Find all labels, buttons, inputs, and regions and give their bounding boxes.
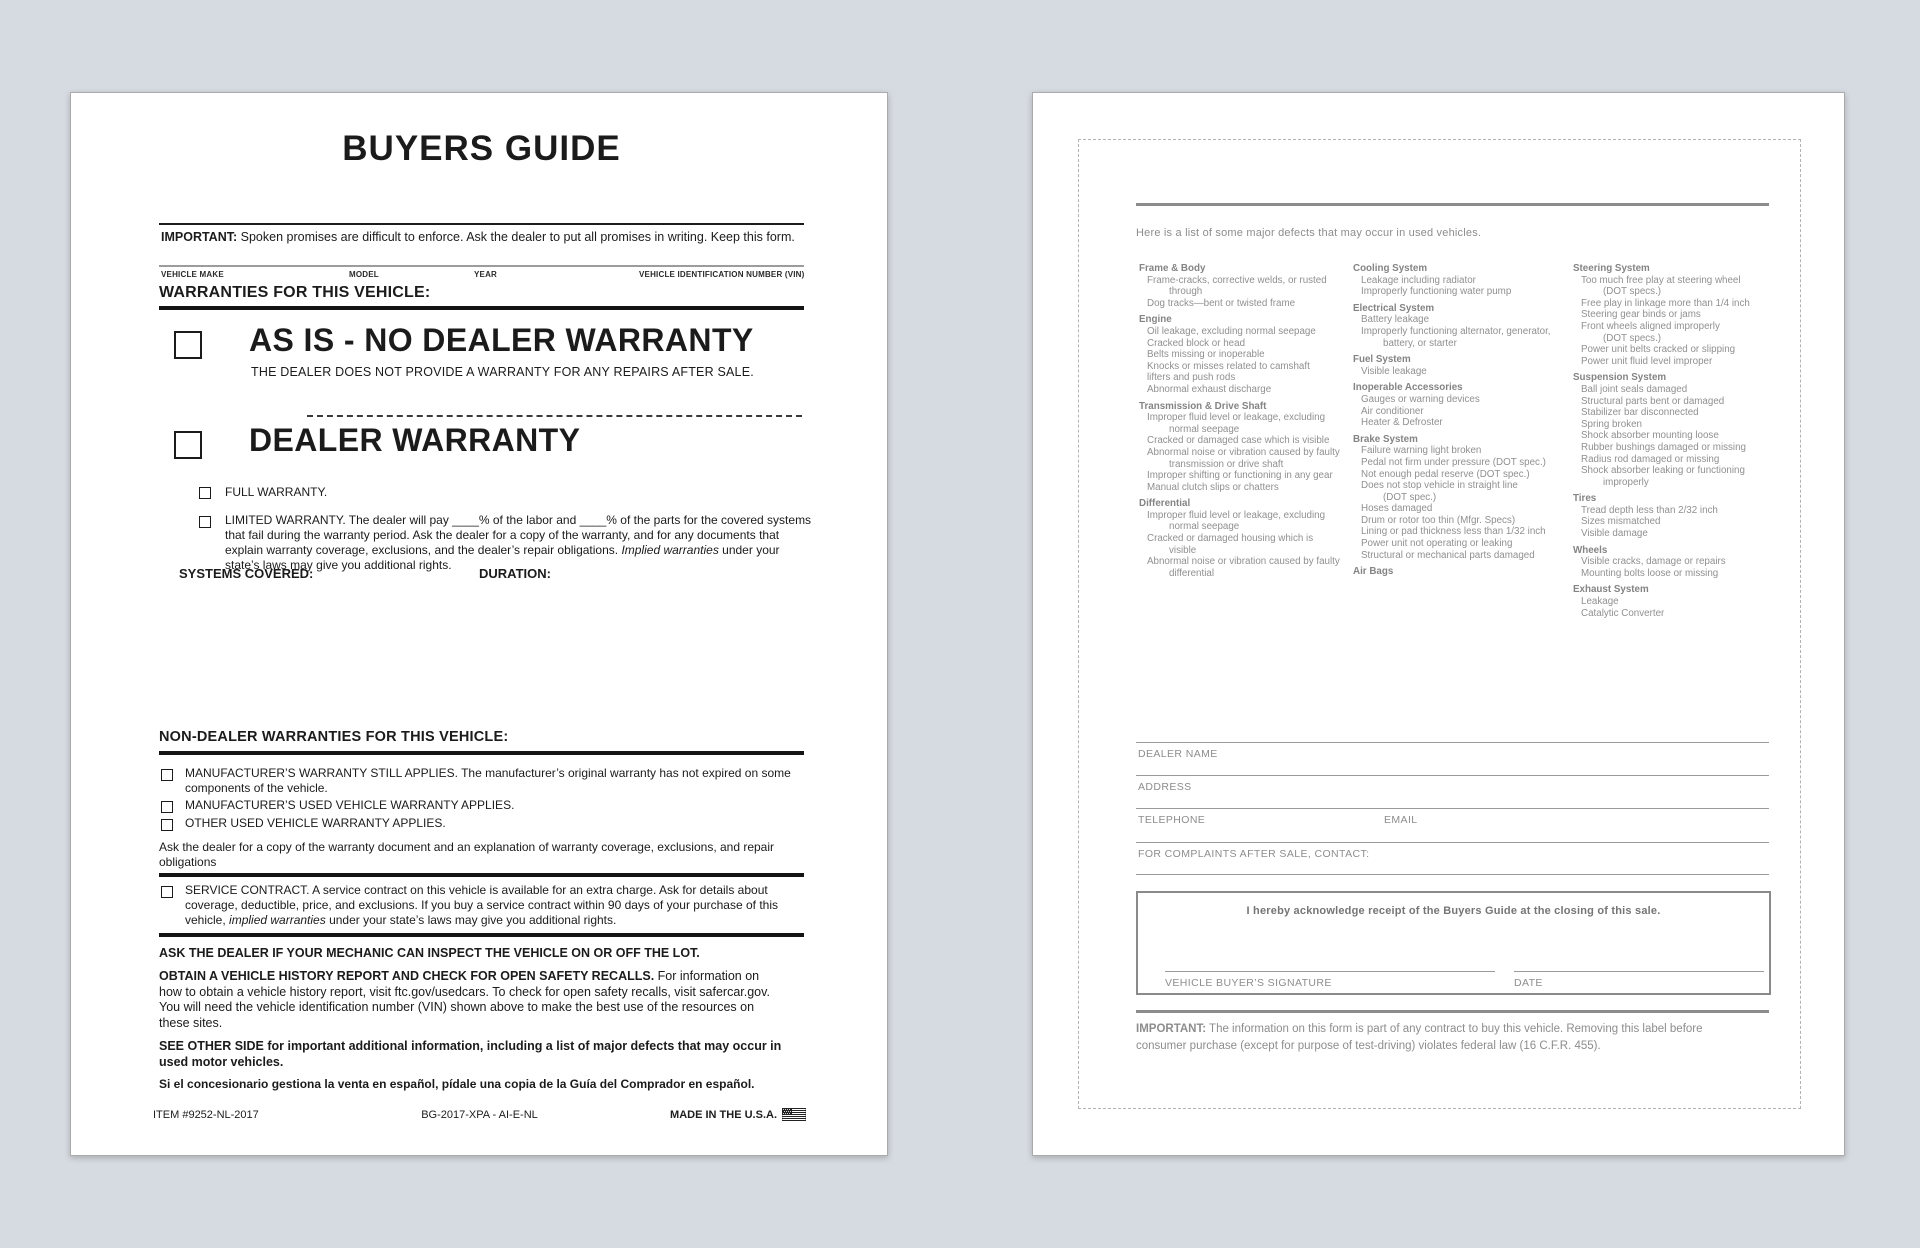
- defect-line: Pedal not firm under pressure (DOT spec.): [1361, 456, 1546, 468]
- defect-line: Abnormal noise or vibration caused by faulty: [1147, 556, 1340, 568]
- defect-section-title: Tires: [1573, 493, 1597, 505]
- defect-line: Drum or rotor too thin (Mfgr. Specs): [1361, 514, 1516, 526]
- defect-line: Oil leakage, excluding normal seepage: [1147, 325, 1316, 337]
- defect-line: Ball joint seals damaged: [1581, 383, 1688, 395]
- defect-line: Cracked or damaged case which is visible: [1147, 435, 1330, 447]
- limited-warranty-text: LIMITED WARRANTY. The dealer will pay ____% of the labor and ____% of the parts for the covered systems that fail during the warranty period. Ask the dealer for a copy of the warranty, and for any documents that explain warranty coverage, exclusions, and the dealer’s repair obligations. Implied warranties under your state’s laws may give you additional rights.: [225, 513, 812, 572]
- defects-column-1: [1139, 263, 1351, 579]
- dealer-warranty-checkbox[interactable]: [174, 431, 202, 459]
- defect-line: visible: [1169, 544, 1197, 556]
- address-line[interactable]: [1136, 775, 1769, 776]
- defect-line: Dog tracks—bent or twisted frame: [1147, 297, 1296, 309]
- defect-line: Mounting bolts loose or missing: [1581, 567, 1719, 579]
- defect-line: Abnormal exhaust discharge: [1147, 383, 1272, 395]
- defect-line: Free play in linkage more than 1/4 inch: [1581, 297, 1750, 309]
- defect-line: Sizes mismatched: [1581, 516, 1661, 528]
- made-in-usa-label: MADE IN THE U.S.A.: [670, 1108, 777, 1121]
- defect-line: transmission or drive shaft: [1169, 458, 1284, 470]
- defect-line: normal seepage: [1169, 423, 1240, 435]
- see-other-side-text: SEE OTHER SIDE for important additional information, including a list of major defects that may occur in used motor vehicles.: [159, 1039, 782, 1069]
- defect-line: (DOT spec.): [1383, 491, 1437, 503]
- full-warranty-checkbox[interactable]: [199, 487, 211, 499]
- dealer-warranty-title: DEALER WARRANTY: [249, 422, 581, 458]
- defect-line: Cracked block or head: [1147, 337, 1246, 349]
- defect-line: normal seepage: [1169, 521, 1240, 533]
- telephone-label: TELEPHONE: [1138, 814, 1206, 826]
- defect-line: improperly: [1603, 476, 1649, 488]
- defect-line: battery, or starter: [1383, 337, 1457, 349]
- defect-line: Gauges or warning devices: [1361, 393, 1480, 405]
- defect-line: Catalytic Converter: [1581, 607, 1665, 619]
- complaints-extra-line[interactable]: [1136, 874, 1769, 875]
- defect-line: Improper shifting or functioning in any gear: [1147, 470, 1333, 482]
- defect-line: (DOT specs.): [1603, 286, 1662, 298]
- defect-line: Air conditioner: [1361, 405, 1424, 417]
- defect-section-title: Steering System: [1573, 263, 1650, 274]
- duration-label: DURATION:: [479, 566, 551, 581]
- acknowledgment-text: I hereby acknowledge receipt of the Buyers Guide at the closing of this sale.: [1246, 905, 1661, 917]
- complaints-contact-line[interactable]: [1136, 842, 1769, 843]
- defect-line: Hoses damaged: [1361, 503, 1433, 515]
- ask-mechanic-text: ASK THE DEALER IF YOUR MECHANIC CAN INSPECT THE VEHICLE ON OR OFF THE LOT.: [159, 946, 700, 960]
- defect-line: Visible cracks, damage or repairs: [1581, 556, 1726, 568]
- defect-line: Improper fluid level or leakage, excluding: [1147, 509, 1326, 521]
- divider-thick: [1136, 203, 1769, 206]
- defect-line: Heater & Defroster: [1361, 417, 1443, 429]
- defect-line: Leakage: [1581, 596, 1619, 608]
- defect-line: Frame-cracks, corrective welds, or rusted: [1147, 274, 1327, 286]
- complaints-contact-label: FOR COMPLAINTS AFTER SALE, CONTACT:: [1138, 848, 1370, 860]
- defect-line: Does not stop vehicle in straight line: [1361, 480, 1518, 492]
- defect-section-title: Air Bags: [1353, 566, 1394, 578]
- systems-covered-label: SYSTEMS COVERED:: [179, 566, 314, 581]
- defect-line: Improperly functioning water pump: [1361, 286, 1512, 298]
- page-title: BUYERS GUIDE: [342, 129, 621, 168]
- item-number: ITEM #9252-NL-2017: [153, 1109, 259, 1121]
- defect-line: Power unit belts cracked or slipping: [1581, 344, 1736, 356]
- defect-line: lifters and push rods: [1147, 372, 1236, 384]
- manufacturer-used-warranty-checkbox[interactable]: [161, 801, 173, 813]
- important-notice: IMPORTANT: Spoken promises are difficult to enforce. Ask the dealer to put all promises in writing. Keep this form.: [161, 230, 795, 244]
- manufacturer-warranty-text: MANUFACTURER’S WARRANTY STILL APPLIES. The manufacturer’s original warranty has not expired on some components of the vehicle.: [185, 766, 791, 795]
- defect-line: Structural parts bent or damaged: [1581, 395, 1725, 407]
- back-important-text: IMPORTANT: The information on this form is part of any contract to buy this vehicle. Removing this label before consumer purchase (except for purpose of test-driving) violates federal law (16 C.F.R. 455).: [1136, 1023, 1703, 1052]
- defect-line: Power unit fluid level improper: [1581, 355, 1713, 367]
- defect-line: Improper fluid level or leakage, excluding: [1147, 412, 1326, 424]
- defect-line: Tread depth less than 2/32 inch: [1581, 504, 1718, 516]
- vehicle-make-label: VEHICLE MAKE: [161, 270, 224, 279]
- front-content: [153, 93, 812, 1155]
- service-contract-text: SERVICE CONTRACT. A service contract on this vehicle is available for an extra charge. Ask for details about coverage, deductible, price, and exclusions. If you buy a service contract within 90 days of your purchase of this vehicle, implied warranties under your state’s laws may give you additional rights.: [185, 883, 778, 927]
- defect-section-title: Differential: [1139, 498, 1191, 510]
- defect-section-title: Transmission & Drive Shaft: [1139, 400, 1267, 412]
- defect-line: Failure warning light broken: [1361, 445, 1482, 457]
- defect-line: Rubber bushings damaged or missing: [1581, 441, 1747, 453]
- dealer-name-label: DEALER NAME: [1138, 748, 1218, 760]
- defect-line: Belts missing or inoperable: [1147, 349, 1265, 361]
- defect-section-title: Cooling System: [1353, 263, 1428, 274]
- defect-line: Stabilizer bar disconnected: [1581, 407, 1699, 419]
- front-footer: [153, 1109, 806, 1125]
- buyers-guide-front-page: [70, 92, 888, 1156]
- divider-thick: [159, 306, 804, 310]
- warranties-heading: WARRANTIES FOR THIS VEHICLE:: [159, 284, 431, 301]
- non-dealer-heading: NON-DEALER WARRANTIES FOR THIS VEHICLE:: [159, 729, 509, 745]
- defect-line: through: [1169, 286, 1203, 298]
- divider-thick: [159, 933, 804, 937]
- divider-thick: [159, 751, 804, 755]
- defect-section-title: Engine: [1139, 314, 1172, 326]
- service-contract-checkbox[interactable]: [161, 886, 173, 898]
- vehicle-vin-label: VEHICLE IDENTIFICATION NUMBER (VIN): [639, 270, 805, 279]
- dashed-divider: [307, 415, 802, 417]
- defect-section-title: Brake System: [1353, 433, 1418, 445]
- address-label: ADDRESS: [1138, 781, 1192, 793]
- defect-section-title: Exhaust System: [1573, 584, 1649, 596]
- defect-section-title: Fuel System: [1353, 354, 1411, 366]
- email-label: EMAIL: [1384, 814, 1418, 826]
- divider: [159, 223, 804, 225]
- full-warranty-label: FULL WARRANTY.: [225, 485, 328, 499]
- defects-column-2: [1353, 263, 1571, 578]
- manufacturer-warranty-checkbox[interactable]: [161, 769, 173, 781]
- divider-thick: [1136, 1010, 1769, 1013]
- defect-line: Steering gear binds or jams: [1581, 309, 1701, 321]
- acknowledgment-box: [1136, 891, 1771, 995]
- defect-line: Visible damage: [1581, 528, 1648, 540]
- made-in-usa: [670, 1108, 806, 1121]
- defect-line: (DOT specs.): [1603, 332, 1662, 344]
- divider-thick: [159, 873, 804, 877]
- defect-line: Radius rod damaged or missing: [1581, 453, 1720, 465]
- defect-line: Manual clutch slips or chatters: [1147, 481, 1279, 493]
- defect-line: Not enough pedal reserve (DOT spec.): [1361, 468, 1530, 480]
- defects-intro-text: Here is a list of some major defects that may occur in used vehicles.: [1136, 227, 1482, 239]
- ask-copy-text: Ask the dealer for a copy of the warranty document and an explanation of warranty coverage, exclusions, and repair obligations: [159, 840, 775, 869]
- defect-line: Visible leakage: [1361, 365, 1427, 377]
- defect-section-title: Electrical System: [1353, 302, 1435, 314]
- form-code: BG-2017-XPA - AI-E-NL: [421, 1109, 538, 1121]
- defect-line: differential: [1169, 567, 1215, 579]
- defect-line: Too much free play at steering wheel: [1581, 274, 1741, 286]
- vehicle-fields-row: [161, 270, 804, 282]
- date-line[interactable]: [1514, 971, 1764, 972]
- date-label: DATE: [1514, 977, 1543, 989]
- defects-column-3: [1573, 263, 1771, 619]
- defect-line: Abnormal noise or vibration caused by faulty: [1147, 446, 1340, 458]
- obtain-history-text: OBTAIN A VEHICLE HISTORY REPORT AND CHECK FOR OPEN SAFETY RECALLS. For information on how to obtain a vehicle history report, visit ftc.gov/usedcars. To check for open safety recalls, visit safercar.gov. You will need the vehicle identification number (VIN) shown above to make the best use of the resources on these sites.: [159, 969, 770, 1030]
- defect-line: Shock absorber leaking or functioning: [1581, 465, 1745, 477]
- defect-line: Improperly functioning alternator, generator,: [1361, 325, 1551, 337]
- defect-section-title: Wheels: [1573, 544, 1608, 556]
- buyer-signature-label: VEHICLE BUYER’S SIGNATURE: [1165, 977, 1332, 989]
- defect-line: Lining or pad thickness less than 1/32 inch: [1361, 526, 1546, 538]
- defect-line: Knocks or misses related to camshaft: [1147, 360, 1310, 372]
- vehicle-model-label: MODEL: [349, 270, 379, 279]
- buyers-guide-back-page: [1032, 92, 1845, 1156]
- as-is-title: AS IS - NO DEALER WARRANTY: [249, 322, 754, 358]
- divider: [159, 265, 804, 267]
- us-flag-icon: [782, 1108, 806, 1121]
- spanish-notice-text: Si el concesionario gestiona la venta en español, pídale una copia de la Guía del Comprador en español.: [159, 1077, 755, 1091]
- defect-section-title: Inoperable Accessories: [1353, 382, 1463, 394]
- defect-line: Battery leakage: [1361, 314, 1430, 326]
- other-used-warranty-text: OTHER USED VEHICLE WARRANTY APPLIES.: [185, 816, 446, 830]
- defect-line: Spring broken: [1581, 418, 1642, 430]
- vehicle-year-label: YEAR: [474, 270, 498, 279]
- telephone-email-line[interactable]: [1136, 808, 1769, 809]
- defect-line: Shock absorber mounting loose: [1581, 430, 1719, 442]
- defect-section-title: Frame & Body: [1139, 263, 1206, 274]
- defect-line: Cracked or damaged housing which is: [1147, 533, 1314, 545]
- as-is-subtitle: THE DEALER DOES NOT PROVIDE A WARRANTY FOR ANY REPAIRS AFTER SALE.: [251, 365, 754, 379]
- dealer-name-line[interactable]: [1136, 742, 1769, 743]
- defect-section-title: Suspension System: [1573, 372, 1667, 384]
- limited-warranty-checkbox[interactable]: [199, 516, 211, 528]
- defect-line: Power unit not operating or leaking: [1361, 538, 1513, 550]
- defect-line: Structural or mechanical parts damaged: [1361, 549, 1535, 561]
- defect-line: Front wheels aligned improperly: [1581, 320, 1720, 332]
- buyer-signature-line[interactable]: [1165, 971, 1495, 972]
- as-is-checkbox[interactable]: [174, 331, 202, 359]
- other-used-warranty-checkbox[interactable]: [161, 819, 173, 831]
- back-content: [1136, 93, 1769, 1155]
- defect-line: Leakage including radiator: [1361, 274, 1476, 286]
- manufacturer-used-warranty-text: MANUFACTURER’S USED VEHICLE WARRANTY APPLIES.: [185, 798, 515, 812]
